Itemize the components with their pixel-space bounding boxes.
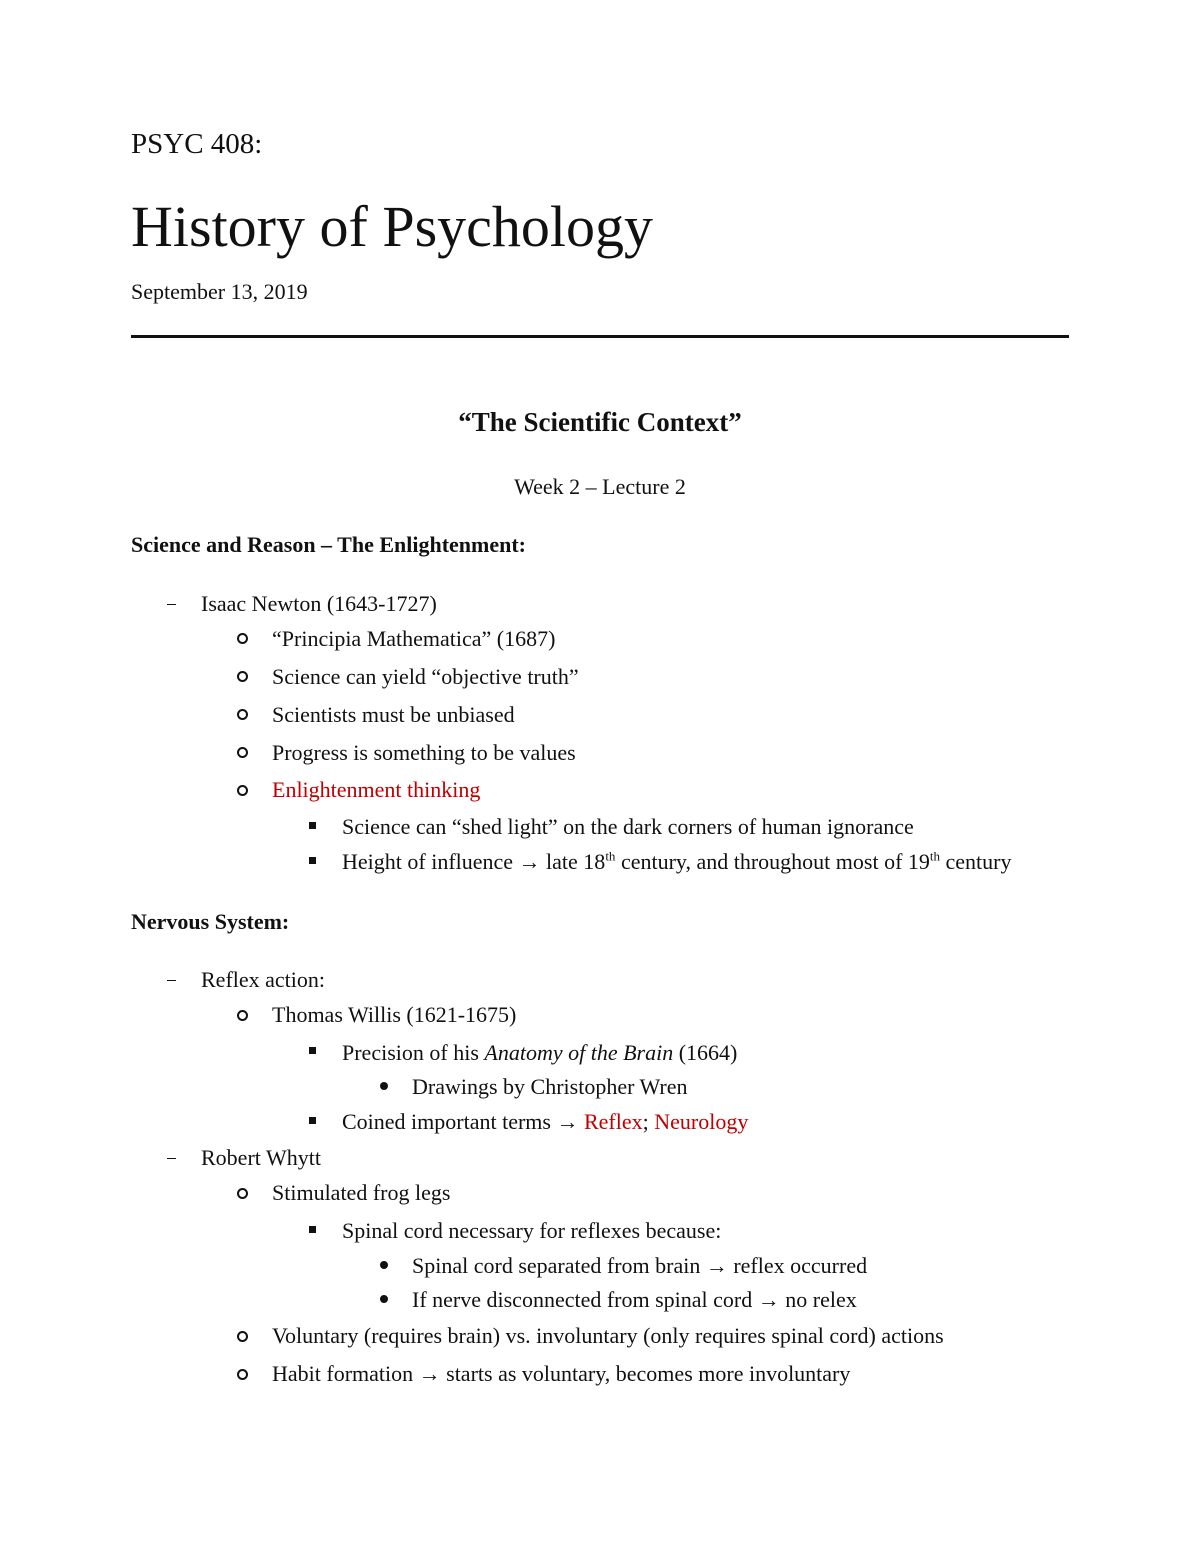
lecture-subtitle: Week 2 – Lecture 2 xyxy=(514,474,686,499)
list-item-enlightenment-thinking: Enlightenment thinking xyxy=(272,777,481,802)
section-heading-nervous-system: Nervous System: xyxy=(131,909,290,934)
term-reflex: Reflex xyxy=(583,1109,643,1134)
term-separator: ; xyxy=(642,1109,655,1134)
circle-bullet-icon xyxy=(237,1188,248,1199)
height-sup-2: th xyxy=(929,848,941,864)
circle-bullet-icon xyxy=(237,1369,248,1380)
list-item-disconnected: If nerve disconnected from spinal cord → no relex xyxy=(412,1287,857,1312)
document-title: History of Psychology xyxy=(131,194,653,259)
dash-bullet-icon xyxy=(167,980,176,981)
lecture-title: “The Scientific Context” xyxy=(458,407,742,437)
precision-text-1: Precision of his xyxy=(342,1040,485,1065)
list-item-frog-legs: Stimulated frog legs xyxy=(272,1180,451,1205)
height-text-1: Height of influence → late 18 xyxy=(342,849,606,874)
square-bullet-icon xyxy=(309,1226,316,1233)
circle-bullet-icon xyxy=(237,709,248,720)
list-item-separated: Spinal cord separated from brain → reflex occurred xyxy=(412,1253,868,1278)
list-item-precision xyxy=(342,1038,737,1068)
square-bullet-icon xyxy=(309,857,316,864)
circle-bullet-icon xyxy=(237,633,248,644)
dash-bullet-icon xyxy=(167,1158,176,1159)
square-bullet-icon xyxy=(309,1047,316,1054)
list-item-coined-terms xyxy=(342,1107,748,1137)
dot-bullet-icon xyxy=(380,1082,388,1090)
square-bullet-icon xyxy=(309,822,316,829)
list-item-unbiased: Scientists must be unbiased xyxy=(272,702,515,727)
circle-bullet-icon xyxy=(237,747,248,758)
list-item-newton: Isaac Newton (1643-1727) xyxy=(201,591,437,616)
list-item-spinal-cord: Spinal cord necessary for reflexes because: xyxy=(342,1218,722,1243)
circle-bullet-icon xyxy=(237,1010,248,1021)
list-item-height-of-influence xyxy=(342,847,1012,877)
list-item-principia: “Principia Mathematica” (1687) xyxy=(272,626,556,651)
coined-text: Coined important terms → xyxy=(342,1109,584,1134)
square-bullet-icon xyxy=(309,1117,316,1124)
list-item-wren: Drawings by Christopher Wren xyxy=(412,1074,688,1099)
list-item-shed-light: Science can “shed light” on the dark corners of human ignorance xyxy=(342,814,914,839)
dot-bullet-icon xyxy=(380,1295,388,1303)
course-code: PSYC 408: xyxy=(131,128,263,160)
section-heading-enlightenment: Science and Reason – The Enlightenment: xyxy=(131,532,527,557)
list-item-willis: Thomas Willis (1621-1675) xyxy=(272,1002,517,1027)
term-neurology: Neurology xyxy=(654,1109,749,1134)
height-text-2: century, and throughout most of 19 xyxy=(615,849,930,874)
circle-bullet-icon xyxy=(237,671,248,682)
circle-bullet-icon xyxy=(237,1331,248,1342)
list-item-habit: Habit formation → starts as voluntary, becomes more involuntary xyxy=(272,1361,851,1386)
list-item-reflex-action: Reflex action: xyxy=(201,967,326,992)
dash-bullet-icon xyxy=(167,604,176,605)
precision-text-2: (1664) xyxy=(673,1040,738,1065)
horizontal-rule xyxy=(131,335,1069,338)
height-text-3: century xyxy=(940,849,1012,874)
list-item-progress: Progress is something to be values xyxy=(272,740,576,765)
list-item-objective-truth: Science can yield “objective truth” xyxy=(272,664,579,689)
list-item-whytt: Robert Whytt xyxy=(201,1145,321,1170)
document-date: September 13, 2019 xyxy=(131,279,308,304)
circle-bullet-icon xyxy=(237,785,248,796)
precision-italic-title: Anatomy of the Brain xyxy=(484,1040,674,1065)
list-item-voluntary: Voluntary (requires brain) vs. involuntary (only requires spinal cord) actions xyxy=(272,1323,944,1348)
height-sup-1: th xyxy=(605,848,616,864)
dot-bullet-icon xyxy=(380,1261,388,1269)
